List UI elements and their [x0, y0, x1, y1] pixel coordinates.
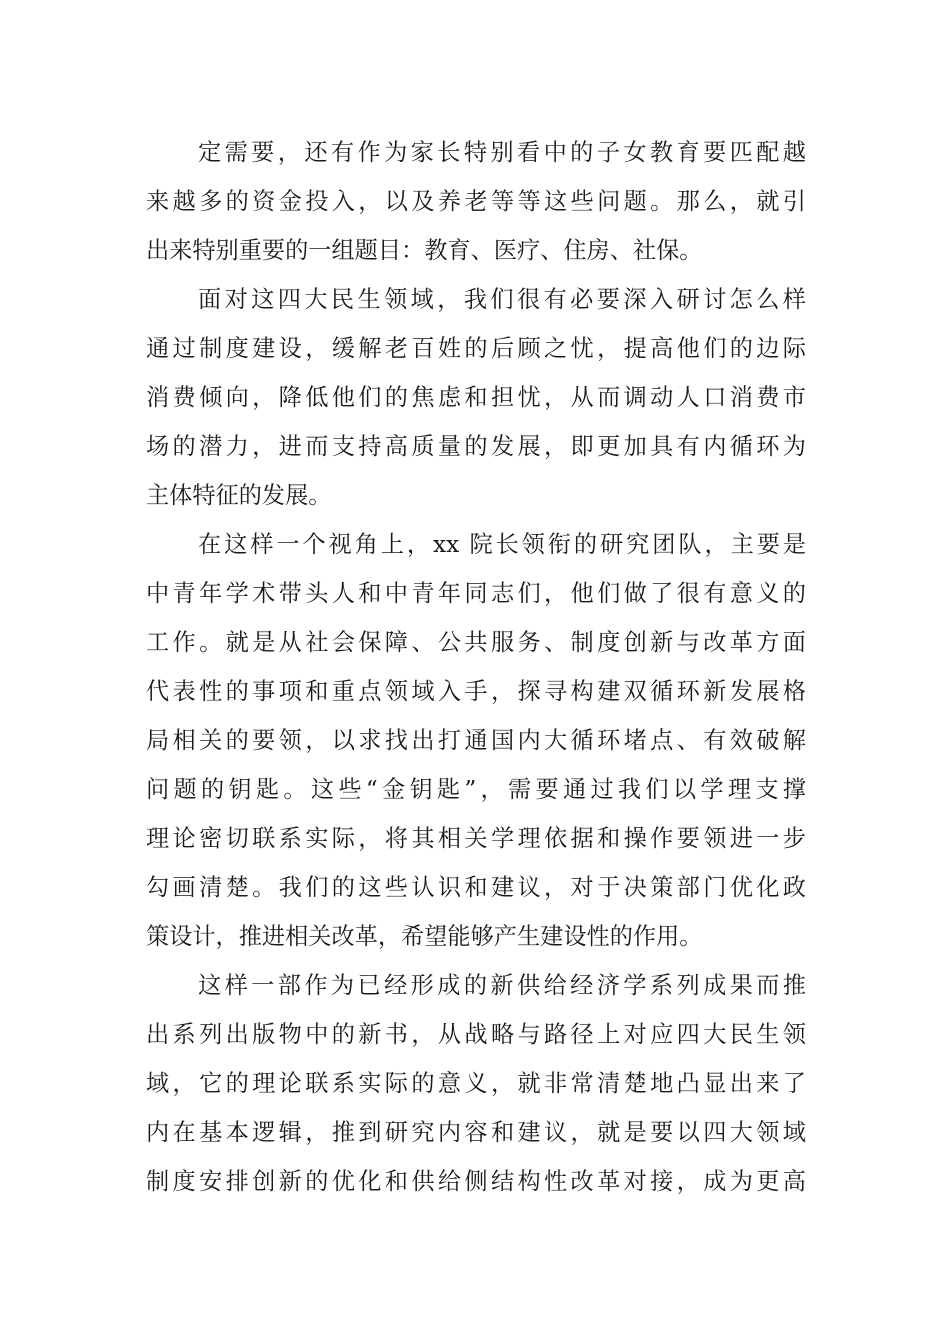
paragraph-2-line-3: 消费倾向，降低他们的焦虑和担忧，从而调动人口消费市	[146, 384, 806, 411]
paragraph-3-line-7: 理论密切联系实际，将其相关学理依据和操作要领进一步	[146, 825, 806, 852]
paragraph-4-line-3: 域，它的理论联系实际的意义，就非常清楚地凸显出来了	[146, 1070, 806, 1097]
paragraph-3-line-1: 在这样一个视角上，xx 院长领衔的研究团队，主要是	[198, 531, 806, 558]
paragraph-2-line-4: 场的潜力，进而支持高质量的发展，即更加具有内循环为	[146, 433, 806, 460]
paragraph-3-line-2: 中青年学术带头人和中青年同志们，他们做了很有意义的	[146, 580, 806, 607]
paragraph-1-line-3: 出来特别重要的一组题目：教育、医疗、住房、社保。	[146, 237, 703, 264]
paragraph-3-line-6: 问题的钥匙。这些“金钥匙”，需要通过我们以学理支撑	[146, 776, 806, 803]
paragraph-3-line-3: 工作。就是从社会保障、公共服务、制度创新与改革方面	[146, 629, 806, 656]
paragraph-4-line-5: 制度安排创新的优化和供给侧结构性改革对接，成为更高	[146, 1168, 806, 1195]
paragraph-4-line-2: 出系列出版物中的新书，从战略与路径上对应四大民生领	[146, 1021, 806, 1048]
paragraph-3-line-5: 局相关的要领，以求找出打通国内大循环堵点、有效破解	[146, 727, 806, 754]
body-text	[146, 128, 806, 1206]
paragraph-3-line-8: 勾画清楚。我们的这些认识和建议，对于决策部门优化政	[146, 874, 806, 901]
paragraph-2-line-2: 通过制度建设，缓解老百姓的后顾之忧，提高他们的边际	[146, 335, 806, 362]
paragraph-1-line-2: 来越多的资金投入，以及养老等等这些问题。那么，就引	[146, 188, 806, 215]
paragraph-4-line-4: 内在基本逻辑，推到研究内容和建议，就是要以四大领域	[146, 1119, 806, 1146]
paragraph-4-line-1: 这样一部作为已经形成的新供给经济学系列成果而推	[198, 972, 806, 999]
paragraph-3-line-4: 代表性的事项和重点领域入手，探寻构建双循环新发展格	[146, 678, 806, 705]
paragraph-3-line-9: 策设计，推进相关改革，希望能够产生建设性的作用。	[146, 923, 703, 950]
paragraph-2-line-1: 面对这四大民生领域，我们很有必要深入研讨怎么样	[198, 286, 806, 313]
paragraph-1-line-1: 定需要，还有作为家长特别看中的子女教育要匹配越	[198, 139, 806, 166]
paragraph-2-line-5: 主体特征的发展。	[146, 482, 332, 509]
